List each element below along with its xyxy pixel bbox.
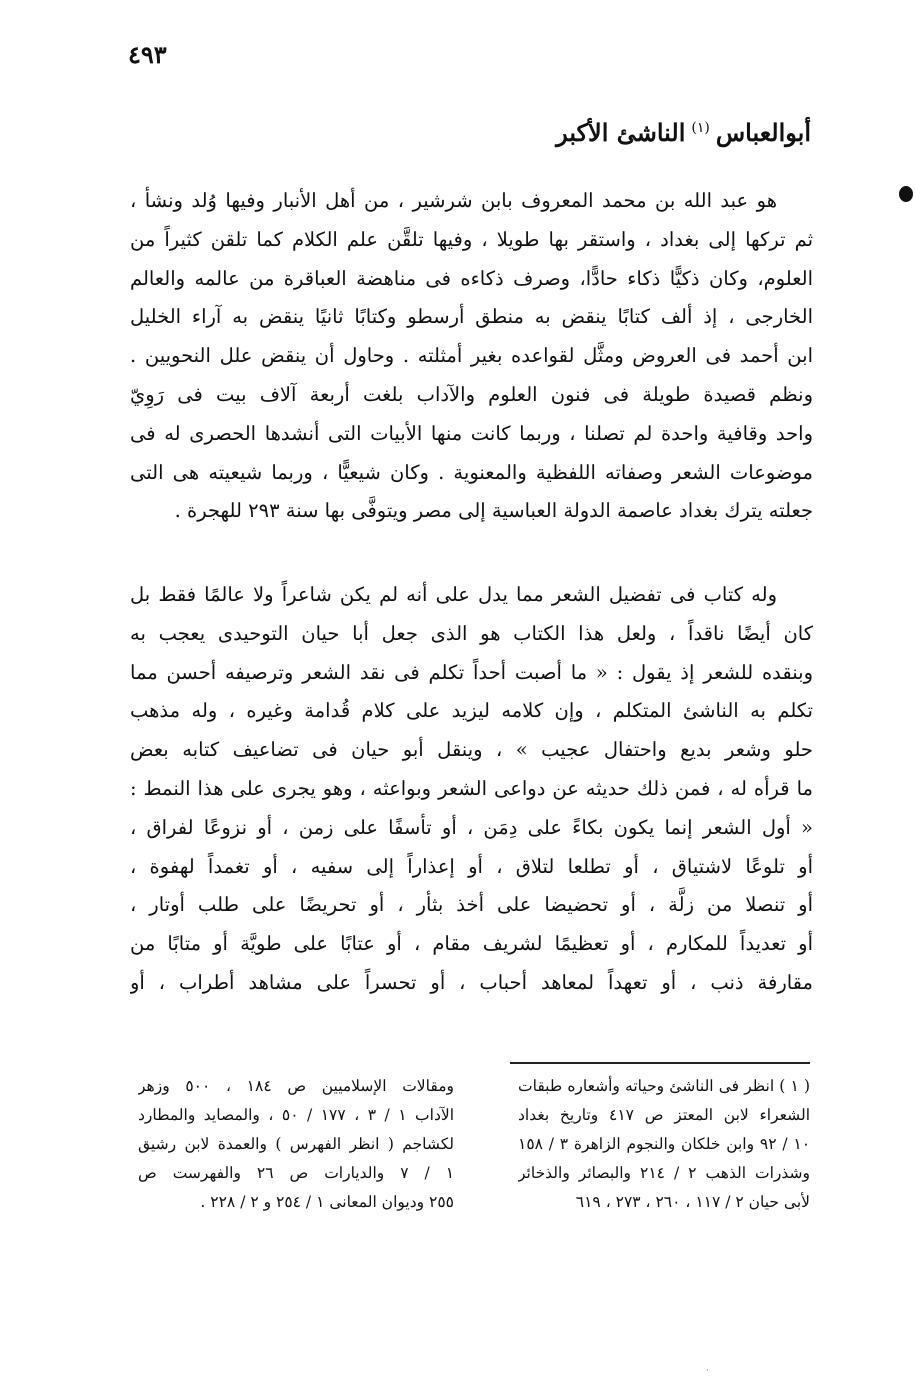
- footnote-column-left: [138, 1072, 454, 1217]
- text-line: الخارجى ، إذ ألف كتابًا ينقض به منطق أرسطو وكتابًا ثانيًا ينقض به آراء الخليل: [130, 305, 813, 329]
- text-line: أو تنصلا من زلَّة ، أو تحضيضا على أخذ بثأر ، أو تحريضًا على طلب أوتار ،: [130, 893, 813, 917]
- page-number: ٤٩٣: [128, 40, 167, 69]
- text-line: هو عبد الله بن محمد المعروف بابن شرشير ، من أهل الأنبار وفيها وُلد ونشأ ،: [130, 189, 777, 212]
- footnote-line: لأبى حيان ٢ / ١١٧ ، ٢٦٠ ، ٢٧٣ ، ٦١٩: [575, 1193, 810, 1211]
- text-line: العلوم، وكان ذكيًّا ذكاء حادًّا، وصرف ذكاءه فى مناهضة العباقرة من عالمه والعالم: [130, 266, 813, 290]
- entry-heading-title: الناشئ الأكبر: [556, 118, 686, 147]
- paragraph-biography: [130, 182, 813, 531]
- entry-heading-name: أبوالعباس: [715, 118, 811, 147]
- footnote-line: ١٠ / ٩٢ وابن خلكان والنجوم الزاهرة ٣ / ١٥٨: [518, 1135, 810, 1153]
- footnote-line: ٢٥٥ وديوان المعانى ١ / ٢٥٤ و ٢ / ٢٢٨ .: [200, 1193, 454, 1211]
- text-line: موضوعات الشعر وصفاته اللفظية والمعنوية . وكان شيعيًّا ، وربما شيعيته هى التى: [130, 460, 813, 484]
- margin-ink-dot: [899, 186, 913, 202]
- footnote-column-right: [518, 1072, 810, 1217]
- text-line: ثم تركها إلى بغداد ، واستقر بها طويلا ، وفيها تلقَّن علم الكلام كما تلقن كثيراً من: [130, 227, 813, 251]
- text-line: ونظم قصيدة طويلة فى فنون العلوم والآداب بلغت أربعة آلاف بيت فى رَوِيّ: [130, 382, 813, 406]
- paragraph-criticism: [130, 576, 813, 1003]
- text-line: وله كتاب فى تفضيل الشعر مما يدل على أنه لم يكن شاعراً ولا عالمًا فقط بل: [130, 583, 777, 606]
- paper-speck: ·: [706, 1366, 709, 1376]
- footnote-reference: (١): [691, 120, 710, 136]
- text-line: ما قرأه له ، فمن ذلك حديثه عن دواعى الشعر وبواعثه ، وهو يجرى على هذا النمط :: [130, 776, 813, 800]
- footnote-line: وشذرات الذهب ٢ / ٢١٤ والبصائر والذخائر: [518, 1164, 810, 1182]
- text-line: أو تعديداً للمكارم ، أو تعظيمًا لشريف مقام ، أو عتابًا على طويَّة أو متابًا من: [130, 932, 813, 956]
- footnote-separator: [510, 1062, 810, 1064]
- text-line: أو تلوعًا لاشتياق ، أو تطلعا لتلاق ، أو إعذاراً إلى سفيه ، أو تغمداً لهفوة ،: [130, 854, 813, 878]
- footnote-line: ومقالات الإسلاميين ص ١٨٤ ، ٥٠٠ وزهر: [138, 1077, 454, 1095]
- footnote-line: لكشاجم ( انظر الفهرس ) والعمدة لابن رشيق: [138, 1135, 454, 1153]
- text-line: كان أيضًا ناقداً ، ولعل هذا الكتاب هو الذى جعل أبا حيان التوحيدى يعجب به: [130, 621, 813, 645]
- footnote-line: الشعراء لابن المعتز ص ٤١٧ وتاريخ بغداد: [518, 1106, 810, 1124]
- text-line: واحد وقافية واحدة لم تصلنا ، وربما كانت منها الأبيات التى أنشدها الحصرى له فى: [130, 421, 813, 445]
- text-line: جعلته يترك بغداد عاصمة الدولة العباسية إلى مصر ويتوفَّى بها سنة ٢٩٣ للهجرة .: [174, 499, 813, 523]
- footnote-line: ١ / ٧ والديارات ص ٢٦ والفهرست ص: [138, 1164, 454, 1182]
- text-line: حلو وشعر بديع واحتفال عجيب » ، وينقل أبو حيان فى تضاعيف كتابه بعض: [130, 738, 813, 762]
- text-line: ابن أحمد فى العروض ومثَّل لقواعده بغير أمثلته . وحاول أن ينقض علل النحويين .: [130, 344, 813, 368]
- text-line: « أول الشعر إنما يكون بكاءً على دِمَن ، أو تأسفًا على زمن ، أو نزوعًا لفراق ،: [130, 815, 813, 839]
- text-line: تكلم به الناشئ المتكلم ، وإن كلامه ليزيد على كلام قُدامة وغيره ، وله مذهب: [130, 699, 813, 723]
- text-line: مقارفة ذنب ، أو تعهداً لمعاهد أحباب ، أو تحسراً على مشاهد أطراب ، أو: [130, 970, 813, 994]
- footnote-line: الآداب ١ / ٣ ، ١٧٧ / ٥٠ ، والمصايد والمطارد: [138, 1106, 454, 1124]
- footnote-line: ( ١ ) انظر فى الناشئ وحياته وأشعاره طبقات: [518, 1077, 810, 1095]
- entry-heading: [391, 118, 811, 147]
- text-line: وبنقده للشعر إذ يقول : « ما أصبت أحداً تكلم فى نقد الشعر وترصيفه أحسن مما: [130, 660, 813, 684]
